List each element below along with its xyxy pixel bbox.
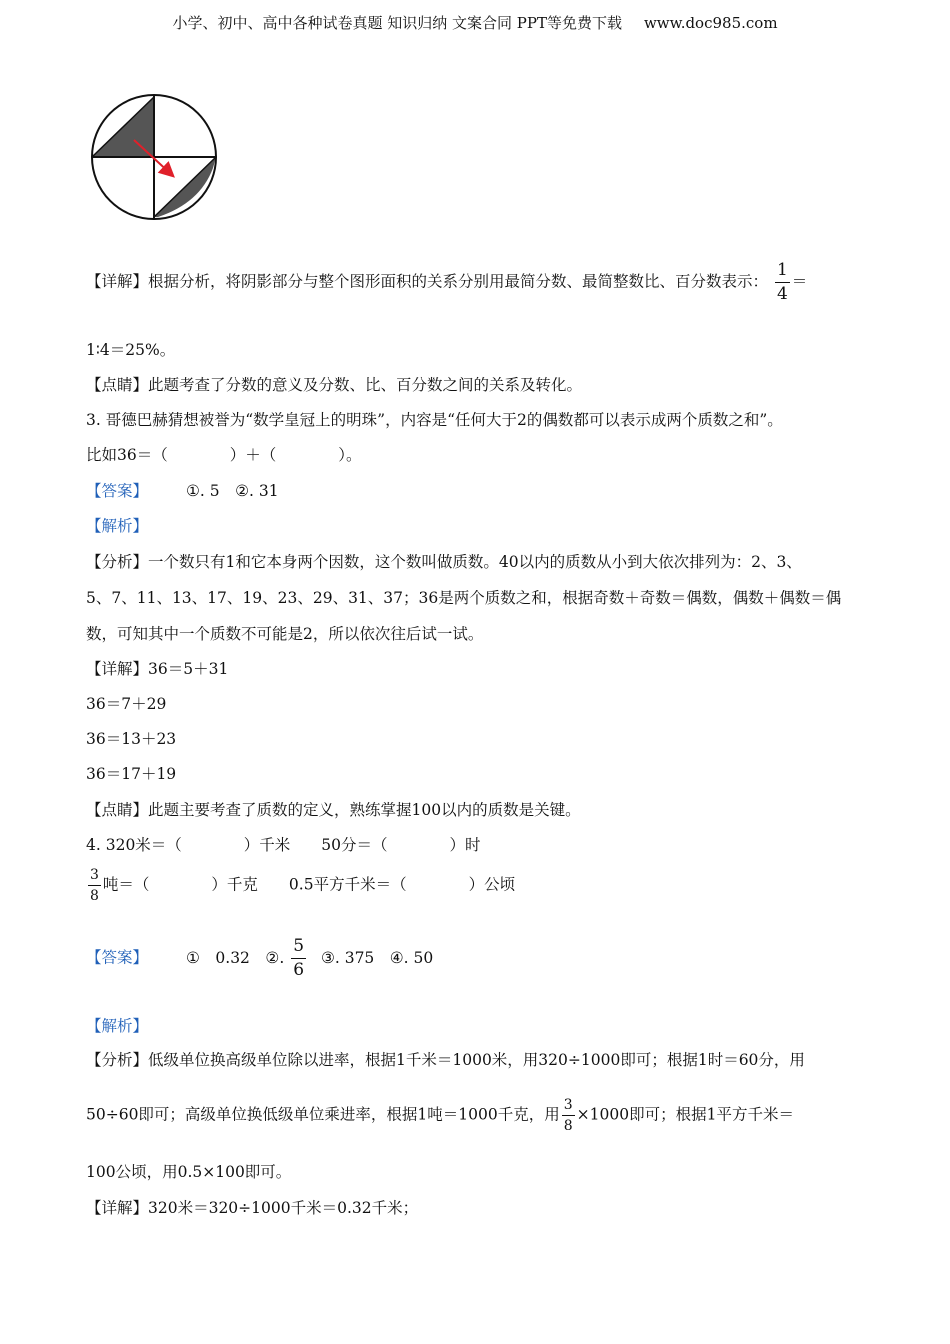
analysis-4-line-1: 【分析】低级单位换高级单位除以进率，根据1千米＝1000米，用320÷1000即可；根据1时＝60分，用	[86, 1051, 805, 1069]
fraction-one-quarter	[775, 262, 790, 303]
answer-line-4	[86, 938, 433, 979]
header-text: 小学、初中、高中各种试卷真题 知识归纳 文案合同 PPT等免费下载	[172, 14, 622, 32]
question-3: 3. 哥德巴赫猜想被誉为“数学皇冠上的明珠”，内容是“任何大于2的偶数都可以表示成两个质数之和”。	[86, 411, 783, 429]
frac-num: 3	[90, 867, 99, 883]
analysis-tag-4: 【解析】	[86, 1017, 149, 1035]
detail-text: 【详解】根据分析，将阴影部分与整个图形面积的关系分别用最简分数、最简整数比、百分数表示：	[86, 272, 769, 291]
frac-num: 1	[776, 260, 788, 280]
analysis-text-b: ×1000即可；根据1平方千米＝	[576, 1105, 794, 1124]
analysis-line-2: 5、7、11、13、17、19、23、29、31、37；36是两个质数之和，根据奇数＋奇数＝偶数，偶数＋偶数＝偶	[86, 589, 842, 607]
answer-tag: 【答案】	[86, 948, 149, 967]
frac-den: 6	[293, 960, 305, 980]
answer-tag: 【答案】	[86, 482, 149, 500]
fraction-three-eighths	[88, 868, 101, 903]
question-4-line-1: 4. 320米＝（ ）千米 50分＝（ ）时	[86, 836, 481, 854]
detail-line-3a: 【详解】36＝5＋31	[86, 660, 229, 678]
frac-den: 8	[90, 888, 99, 904]
detail-line-4: 【详解】320米＝320÷1000千米＝0.32千米；	[86, 1199, 419, 1217]
analysis-line-3: 数，可知其中一个质数不可能是2，所以依次往后试一试。	[86, 625, 484, 643]
circle-shading-figure	[88, 93, 228, 233]
equals-sign: ＝	[791, 272, 808, 291]
question-4-line-2	[86, 868, 515, 903]
remark-line-3: 【点睛】此题主要考查了质数的定义，熟练掌握100以内的质数是关键。	[86, 801, 581, 819]
fraction-five-sixths	[291, 938, 306, 979]
question-3-blank: 比如36＝（ ）＋（ ）。	[86, 446, 362, 464]
detail-line-1	[86, 262, 807, 303]
analysis-tag: 【解析】	[86, 517, 149, 535]
detail-line-3d: 36＝17＋19	[86, 765, 177, 783]
analysis-4-line-2	[86, 1098, 794, 1133]
frac-den: 4	[776, 284, 788, 304]
analysis-text-a: 50÷60即可；高级单位换低级单位乘进率，根据1吨＝1000千克，用	[86, 1105, 560, 1124]
frac-num: 5	[293, 936, 305, 956]
ratio-line: 1∶4＝25%。	[86, 341, 176, 359]
analysis-line-1: 【分析】一个数只有1和它本身两个因数，这个数叫做质数。40以内的质数从小到大依次排列为：2、3、	[86, 553, 802, 571]
frac-num: 3	[563, 1097, 573, 1113]
frac-den: 8	[563, 1118, 573, 1134]
question-4-text: 吨＝（ ）千克 0.5平方千米＝（ ）公顷	[102, 875, 516, 894]
remark-line: 【点睛】此题考查了分数的意义及分数、比、百分数之间的关系及转化。	[86, 376, 583, 394]
fraction-three-eighths-2	[562, 1098, 575, 1133]
page-header	[0, 12, 950, 33]
detail-line-3c: 36＝13＋23	[86, 730, 177, 748]
answer-text: ①. 5 ②. 31	[186, 482, 279, 500]
analysis-4-line-3: 100公顷，用0.5×100即可。	[86, 1163, 292, 1181]
detail-line-3b: 36＝7＋29	[86, 695, 167, 713]
answer-line-3	[86, 479, 279, 501]
header-url: www.doc985.com	[643, 14, 778, 32]
answer-part-a: ① 0.32 ②.	[186, 948, 285, 967]
answer-part-b: ③. 375 ④. 50	[320, 948, 434, 967]
